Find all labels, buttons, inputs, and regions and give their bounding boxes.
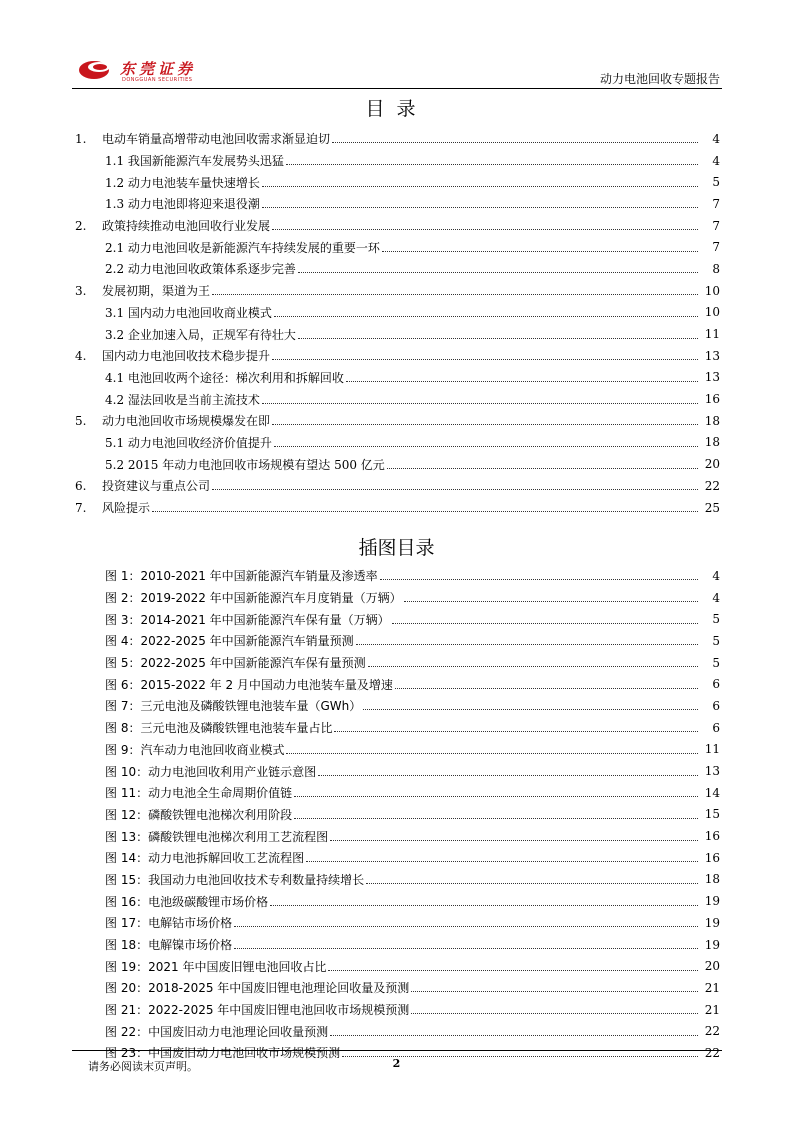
dot-leader bbox=[262, 207, 698, 208]
toc-entry[interactable] bbox=[75, 453, 720, 475]
toc-entry[interactable] bbox=[75, 215, 720, 237]
dot-leader bbox=[318, 775, 698, 776]
figure-entry-label: 图 18：电解镍市场价格 bbox=[105, 938, 233, 953]
dot-leader bbox=[330, 840, 698, 841]
figure-entry[interactable] bbox=[75, 630, 720, 652]
toc-entry-label: 1.1 我国新能源汽车发展势头迅猛 bbox=[105, 154, 284, 169]
page-ref: 5 bbox=[712, 175, 720, 190]
list-of-figures bbox=[75, 565, 720, 1064]
toc-entry[interactable] bbox=[75, 367, 720, 389]
figure-entry[interactable] bbox=[75, 717, 720, 739]
dot-leader bbox=[368, 666, 698, 667]
figure-entry-label: 图 15：我国动力电池回收技术专利数量持续增长 bbox=[105, 872, 365, 887]
dot-leader bbox=[411, 991, 698, 992]
table-of-contents bbox=[75, 128, 720, 518]
toc-entry-label: 4.2 湿法回收是当前主流技术 bbox=[105, 392, 260, 407]
toc-entry[interactable] bbox=[75, 193, 720, 215]
figure-entry-label: 图 14：动力电池拆解回收工艺流程图 bbox=[105, 851, 305, 866]
dot-leader bbox=[334, 731, 698, 732]
toc-entry[interactable] bbox=[75, 323, 720, 345]
page-ref: 13 bbox=[704, 348, 720, 363]
dot-leader bbox=[274, 316, 698, 317]
figure-entry-label: 图 7：三元电池及磷酸铁锂电池装车量（GWh） bbox=[105, 699, 362, 714]
toc-entry-label: 3.2 企业加速入局，正规军有待壮大 bbox=[105, 327, 296, 342]
figure-entry-label: 图 19：2021 年中国废旧锂电池回收占比 bbox=[105, 959, 327, 974]
dot-leader bbox=[234, 948, 698, 949]
dot-leader bbox=[380, 579, 698, 580]
figure-entry[interactable] bbox=[75, 955, 720, 977]
figure-entry[interactable] bbox=[75, 739, 720, 761]
dot-leader bbox=[234, 926, 698, 927]
toc-entry[interactable] bbox=[75, 410, 720, 432]
figure-entry[interactable] bbox=[75, 695, 720, 717]
toc-entry-label: 2.2 动力电池回收政策体系逐步完善 bbox=[105, 262, 296, 277]
page-ref: 18 bbox=[704, 435, 720, 450]
toc-entry-number: 2. bbox=[75, 218, 87, 233]
page-ref: 8 bbox=[712, 261, 720, 276]
dot-leader bbox=[272, 229, 698, 230]
toc-entry-label: 发展初期，渠道为王 bbox=[102, 284, 211, 299]
header-divider bbox=[72, 88, 722, 89]
toc-entry-number: 4. bbox=[75, 348, 87, 363]
toc-entry[interactable] bbox=[75, 497, 720, 519]
figure-entry-label: 图 1：2010-2021 年中国新能源汽车销量及渗透率 bbox=[105, 569, 378, 584]
page-ref: 16 bbox=[704, 850, 720, 865]
page-ref: 6 bbox=[712, 677, 720, 692]
dot-leader bbox=[262, 186, 698, 187]
page-ref: 13 bbox=[704, 764, 720, 779]
figure-entry[interactable] bbox=[75, 760, 720, 782]
page-ref: 16 bbox=[704, 829, 720, 844]
toc-entry-label: 2.1 动力电池回收是新能源汽车持续发展的重要一环 bbox=[105, 240, 380, 255]
page-ref: 10 bbox=[704, 305, 720, 320]
dot-leader bbox=[387, 468, 698, 469]
page-ref: 4 bbox=[712, 153, 720, 168]
figure-entry-label: 图 9：汽车动力电池回收商业模式 bbox=[105, 742, 285, 757]
dot-leader bbox=[212, 294, 698, 295]
page-ref: 6 bbox=[712, 698, 720, 713]
page-ref: 7 bbox=[712, 240, 720, 255]
dot-leader bbox=[392, 623, 698, 624]
dot-leader bbox=[152, 511, 698, 512]
toc-entry[interactable] bbox=[75, 171, 720, 193]
toc-entry-label: 投资建议与重点公司 bbox=[102, 479, 211, 494]
disclaimer-note: 请务必阅读末页声明。 bbox=[88, 1060, 198, 1073]
page-ref: 4 bbox=[712, 131, 720, 146]
page-ref: 11 bbox=[704, 742, 720, 757]
toc-entry[interactable] bbox=[75, 388, 720, 410]
dot-leader bbox=[332, 142, 698, 143]
page-number: 2 bbox=[392, 1057, 401, 1070]
toc-entry-label: 政策持续推动电池回收行业发展 bbox=[102, 219, 271, 234]
figure-entry[interactable] bbox=[75, 934, 720, 956]
toc-entry-label: 1.2 动力电池装车量快速增长 bbox=[105, 175, 260, 190]
page-ref: 22 bbox=[704, 1024, 720, 1039]
figure-entry-label: 图 13：磷酸铁锂电池梯次利用工艺流程图 bbox=[105, 829, 329, 844]
toc-entry-number: 7. bbox=[75, 500, 87, 515]
figure-entry-label: 图 5：2022-2025 年中国新能源汽车保有量预测 bbox=[105, 656, 366, 671]
toc-entry[interactable] bbox=[75, 345, 720, 367]
page-ref: 22 bbox=[704, 478, 720, 493]
figure-entry[interactable] bbox=[75, 673, 720, 695]
page-ref: 5 bbox=[712, 612, 720, 627]
dot-leader bbox=[356, 644, 698, 645]
dot-leader bbox=[404, 601, 698, 602]
dot-leader bbox=[272, 424, 698, 425]
figure-list-title: 插图目录 bbox=[358, 537, 435, 559]
figure-entry[interactable] bbox=[75, 565, 720, 587]
toc-entry[interactable] bbox=[75, 236, 720, 258]
dot-leader bbox=[298, 272, 698, 273]
toc-entry[interactable] bbox=[75, 432, 720, 454]
toc-entry[interactable] bbox=[75, 302, 720, 324]
page-ref: 4 bbox=[712, 568, 720, 583]
logo-english-name: DONGGUAN SECURITIES bbox=[122, 77, 193, 83]
dot-leader bbox=[294, 818, 698, 819]
dot-leader bbox=[274, 446, 698, 447]
dot-leader bbox=[286, 164, 698, 165]
figure-entry-label: 图 21：2022-2025 年中国废旧锂电池回收市场规模预测 bbox=[105, 1003, 410, 1018]
page-ref: 18 bbox=[704, 872, 720, 887]
dot-leader bbox=[363, 709, 698, 710]
page-ref: 7 bbox=[712, 218, 720, 233]
page-ref: 5 bbox=[712, 655, 720, 670]
dot-leader bbox=[270, 905, 698, 906]
figure-entry[interactable] bbox=[75, 869, 720, 891]
page-ref: 25 bbox=[704, 500, 720, 515]
page-ref: 18 bbox=[704, 413, 720, 428]
figure-entry-label: 图 22：中国废旧动力电池理论回收量预测 bbox=[105, 1024, 329, 1039]
page-ref: 14 bbox=[704, 785, 720, 800]
page-ref: 15 bbox=[704, 807, 720, 822]
toc-entry-label: 电动车销量高增带动电池回收需求渐显迫切 bbox=[102, 132, 331, 147]
page-ref: 22 bbox=[704, 1045, 720, 1060]
page-ref: 19 bbox=[704, 894, 720, 909]
dot-leader bbox=[346, 381, 698, 382]
page-ref: 21 bbox=[704, 1002, 720, 1017]
toc-entry-label: 国内动力电池回收技术稳步提升 bbox=[102, 349, 271, 364]
figure-entry-label: 图 23：中国废旧动力电池回收市场规模预测 bbox=[105, 1046, 341, 1061]
figure-entry[interactable] bbox=[75, 804, 720, 826]
page-ref: 10 bbox=[704, 283, 720, 298]
page-ref: 19 bbox=[704, 915, 720, 930]
dot-leader bbox=[395, 688, 698, 689]
figure-entry-label: 图 12：磷酸铁锂电池梯次利用阶段 bbox=[105, 807, 293, 822]
toc-entry-label: 风险提示 bbox=[102, 501, 151, 516]
logo-mark-icon bbox=[78, 58, 114, 82]
toc-entry-label: 5.2 2015 年动力电池回收市场规模有望达 500 亿元 bbox=[105, 457, 385, 472]
dot-leader bbox=[272, 359, 698, 360]
figure-entry[interactable] bbox=[75, 999, 720, 1021]
dot-leader bbox=[306, 861, 698, 862]
figure-entry-label: 图 2：2019-2022 年中国新能源汽车月度销量（万辆） bbox=[105, 591, 402, 606]
figure-entry[interactable] bbox=[75, 977, 720, 999]
figure-entry[interactable] bbox=[75, 1020, 720, 1042]
page-ref: 6 bbox=[712, 720, 720, 735]
figure-entry[interactable] bbox=[75, 912, 720, 934]
page-ref: 21 bbox=[704, 980, 720, 995]
dot-leader bbox=[328, 970, 698, 971]
dot-leader bbox=[366, 883, 698, 884]
toc-title: 目录 bbox=[365, 98, 428, 120]
toc-entry[interactable] bbox=[75, 128, 720, 150]
figure-entry[interactable] bbox=[75, 608, 720, 630]
figure-entry-label: 图 6：2015-2022 年 2 月中国动力电池装车量及增速 bbox=[105, 677, 393, 692]
company-logo bbox=[78, 56, 218, 88]
page-ref: 5 bbox=[712, 633, 720, 648]
figure-entry-label: 图 3：2014-2021 年中国新能源汽车保有量（万辆） bbox=[105, 612, 390, 627]
toc-entry[interactable] bbox=[75, 280, 720, 302]
figure-entry[interactable] bbox=[75, 587, 720, 609]
toc-entry[interactable] bbox=[75, 475, 720, 497]
figure-entry[interactable] bbox=[75, 825, 720, 847]
page-ref: 7 bbox=[712, 196, 720, 211]
dot-leader bbox=[298, 338, 698, 339]
page-ref: 13 bbox=[704, 370, 720, 385]
figure-entry[interactable] bbox=[75, 847, 720, 869]
toc-entry-number: 3. bbox=[75, 283, 87, 298]
toc-entry-number: 5. bbox=[75, 413, 87, 428]
page-ref: 16 bbox=[704, 392, 720, 407]
dot-leader bbox=[262, 403, 698, 404]
figure-entry-label: 图 8：三元电池及磷酸铁锂电池装车量占比 bbox=[105, 721, 333, 736]
toc-entry[interactable] bbox=[75, 258, 720, 280]
dot-leader bbox=[212, 489, 698, 490]
page-ref: 11 bbox=[704, 327, 720, 342]
dot-leader bbox=[294, 796, 698, 797]
figure-entry-label: 图 17：电解钴市场价格 bbox=[105, 916, 233, 931]
figure-entry-label: 图 10：动力电池回收利用产业链示意图 bbox=[105, 764, 317, 779]
page-ref: 19 bbox=[704, 937, 720, 952]
figure-entry-label: 图 4：2022-2025 年中国新能源汽车销量预测 bbox=[105, 634, 354, 649]
toc-entry-label: 5.1 动力电池回收经济价值提升 bbox=[105, 435, 272, 450]
report-title: 动力电池回收专题报告 bbox=[599, 72, 720, 86]
page-ref: 4 bbox=[712, 590, 720, 605]
toc-entry-label: 3.1 国内动力电池回收商业模式 bbox=[105, 305, 272, 320]
figure-entry-label: 图 11：动力电池全生命周期价值链 bbox=[105, 786, 293, 801]
footer-divider bbox=[72, 1050, 722, 1051]
page-header bbox=[72, 56, 722, 90]
toc-entry-number: 6. bbox=[75, 478, 87, 493]
page-ref: 20 bbox=[704, 457, 720, 472]
dot-leader bbox=[382, 251, 698, 252]
toc-entry-label: 动力电池回收市场规模爆发在即 bbox=[102, 414, 271, 429]
figure-entry-label: 图 16：电池级碳酸锂市场价格 bbox=[105, 894, 269, 909]
toc-entry-number: 1. bbox=[75, 131, 87, 146]
toc-entry-label: 4.1 电池回收两个途径：梯次利用和拆解回收 bbox=[105, 370, 344, 385]
figure-entry-label: 图 20：2018-2025 年中国废旧锂电池理论回收量及预测 bbox=[105, 981, 410, 996]
toc-entry-label: 1.3 动力电池即将迎来退役潮 bbox=[105, 197, 260, 212]
dot-leader bbox=[411, 1013, 698, 1014]
page-ref: 20 bbox=[704, 959, 720, 974]
dot-leader bbox=[286, 753, 698, 754]
logo-chinese-name: 东莞证券 bbox=[120, 60, 197, 78]
dot-leader bbox=[330, 1035, 698, 1036]
figure-entry[interactable] bbox=[75, 890, 720, 912]
figure-entry[interactable] bbox=[75, 652, 720, 674]
toc-entry[interactable] bbox=[75, 150, 720, 172]
figure-entry[interactable] bbox=[75, 782, 720, 804]
